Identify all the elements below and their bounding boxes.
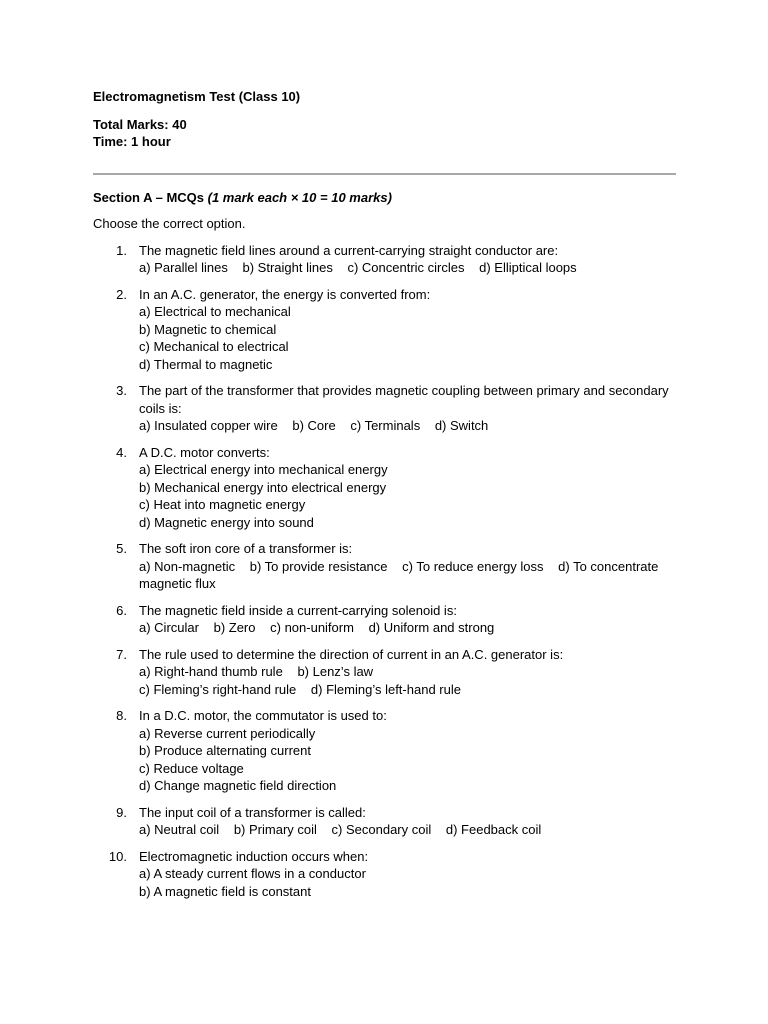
answer-option: a) Electrical energy into mechanical energy (139, 462, 388, 477)
question-item (93, 382, 678, 435)
answer-option: b) Magnetic to chemical (139, 321, 277, 337)
answer-option: d) Elliptical loops (479, 260, 577, 275)
question-text: The soft iron core of a transformer is: (139, 541, 353, 556)
option-line (139, 514, 678, 532)
question-number: 4. (116, 444, 127, 460)
section-a-marks: (1 mark each × 10 = 10 marks) (207, 189, 392, 205)
answer-option: c) Terminals (350, 418, 421, 433)
option-line (139, 321, 678, 339)
question-text: Electromagnetic induction occurs when: (139, 848, 369, 864)
answer-option: c) non-uniform (270, 620, 354, 635)
question-text: The input coil of a transformer is called: (139, 804, 366, 820)
answer-option: a) Parallel lines (139, 260, 228, 275)
answer-option: d) Switch (434, 418, 489, 433)
option-line (139, 496, 678, 514)
time-allowed: Time: 1 hour (93, 134, 171, 149)
option-line (139, 681, 678, 699)
option-line (139, 663, 678, 681)
answer-option: a) Right-hand thumb rule (139, 664, 283, 679)
section-a-title: Section A – MCQs (93, 189, 208, 205)
option-line (139, 742, 678, 760)
option-line (139, 461, 678, 479)
option-line (139, 259, 678, 277)
answer-option: a) Non-magnetic (139, 558, 236, 574)
option-line (139, 883, 678, 901)
question-number: 5. (116, 541, 127, 556)
question-text: In a D.C. motor, the commutator is used to: (139, 708, 387, 723)
question-text: A D.C. motor converts: (139, 444, 270, 460)
answer-option: b) To provide resistance (249, 558, 388, 574)
answer-option: d) To concentrate magnetic flux (139, 558, 659, 591)
test-title: Electromagnetism Test (Class 10) (93, 89, 301, 104)
option-line (139, 619, 678, 637)
answer-option: d) Change magnetic field direction (139, 778, 337, 793)
option-line (139, 303, 678, 321)
answer-option: a) Insulated copper wire (139, 418, 278, 433)
option-line (139, 338, 678, 356)
option-line (139, 479, 678, 497)
answer-option: c) Reduce voltage (139, 760, 244, 776)
answer-option: b) Produce alternating current (139, 743, 311, 758)
question-text: In an A.C. generator, the energy is converted from: (139, 286, 431, 302)
answer-option: d) Uniform and strong (368, 620, 495, 635)
horizontal-divider (93, 173, 676, 175)
question-item (93, 444, 678, 532)
option-line (139, 777, 678, 795)
question-item (93, 804, 678, 839)
option-line (139, 725, 678, 743)
question-number: 6. (116, 602, 127, 618)
document-content (93, 88, 678, 909)
question-number: 3. (116, 383, 127, 398)
answer-option: c) To reduce energy loss (402, 558, 544, 574)
question-item (93, 540, 678, 593)
answer-option: b) Zero (213, 620, 256, 635)
question-item (93, 848, 678, 901)
option-line (139, 417, 678, 435)
question-number: 2. (116, 286, 127, 302)
answer-option: b) Core (292, 418, 336, 433)
total-marks: Total Marks: 40 (93, 116, 187, 132)
answer-option: a) Circular (139, 620, 199, 635)
question-number: 1. (116, 242, 127, 258)
option-line (139, 356, 678, 374)
answer-option: a) Electrical to mechanical (139, 304, 291, 319)
section-a-instruction: Choose the correct option. (93, 216, 246, 231)
question-item (93, 707, 678, 795)
answer-option: b) Primary coil (233, 822, 317, 837)
option-line (139, 865, 678, 883)
question-text: The part of the transformer that provides magnetic coupling between primary and secondary coils is: (139, 383, 669, 416)
question-number: 9. (116, 804, 127, 820)
question-text: The magnetic field lines around a current-carrying straight conductor are: (139, 242, 559, 258)
answer-option: d) Fleming’s left-hand rule (310, 681, 461, 697)
question-item (93, 242, 678, 277)
answer-option: c) Concentric circles (347, 260, 465, 275)
answer-option: c) Secondary coil (331, 822, 432, 837)
question-number: 8. (116, 708, 127, 723)
question-item (93, 286, 678, 374)
answer-option: a) Neutral coil (139, 822, 220, 837)
question-list (93, 242, 678, 901)
question-item (93, 602, 678, 637)
answer-option: b) Lenz’s law (297, 664, 374, 679)
answer-option: c) Fleming’s right-hand rule (139, 681, 297, 697)
answer-option: d) Thermal to magnetic (139, 356, 273, 372)
answer-option: b) Mechanical energy into electrical energy (139, 479, 387, 495)
question-text: The rule used to determine the direction of current in an A.C. generator is: (139, 646, 564, 662)
question-text: The magnetic field inside a current-carrying solenoid is: (139, 602, 457, 618)
answer-option: a) Reverse current periodically (139, 725, 316, 741)
section-a-heading (93, 189, 678, 207)
option-line (139, 821, 678, 839)
question-number: 10. (108, 848, 127, 864)
answer-option: c) Mechanical to electrical (139, 339, 289, 354)
answer-option: b) A magnetic field is constant (139, 883, 311, 899)
answer-option: b) Straight lines (242, 260, 333, 275)
answer-option: d) Feedback coil (445, 822, 542, 837)
option-line (139, 558, 678, 593)
answer-option: a) A steady current flows in a conductor (139, 866, 366, 881)
answer-option: d) Magnetic energy into sound (139, 514, 314, 530)
question-item (93, 646, 678, 699)
answer-option: c) Heat into magnetic energy (139, 497, 306, 512)
option-line (139, 760, 678, 778)
question-number: 7. (116, 646, 127, 662)
